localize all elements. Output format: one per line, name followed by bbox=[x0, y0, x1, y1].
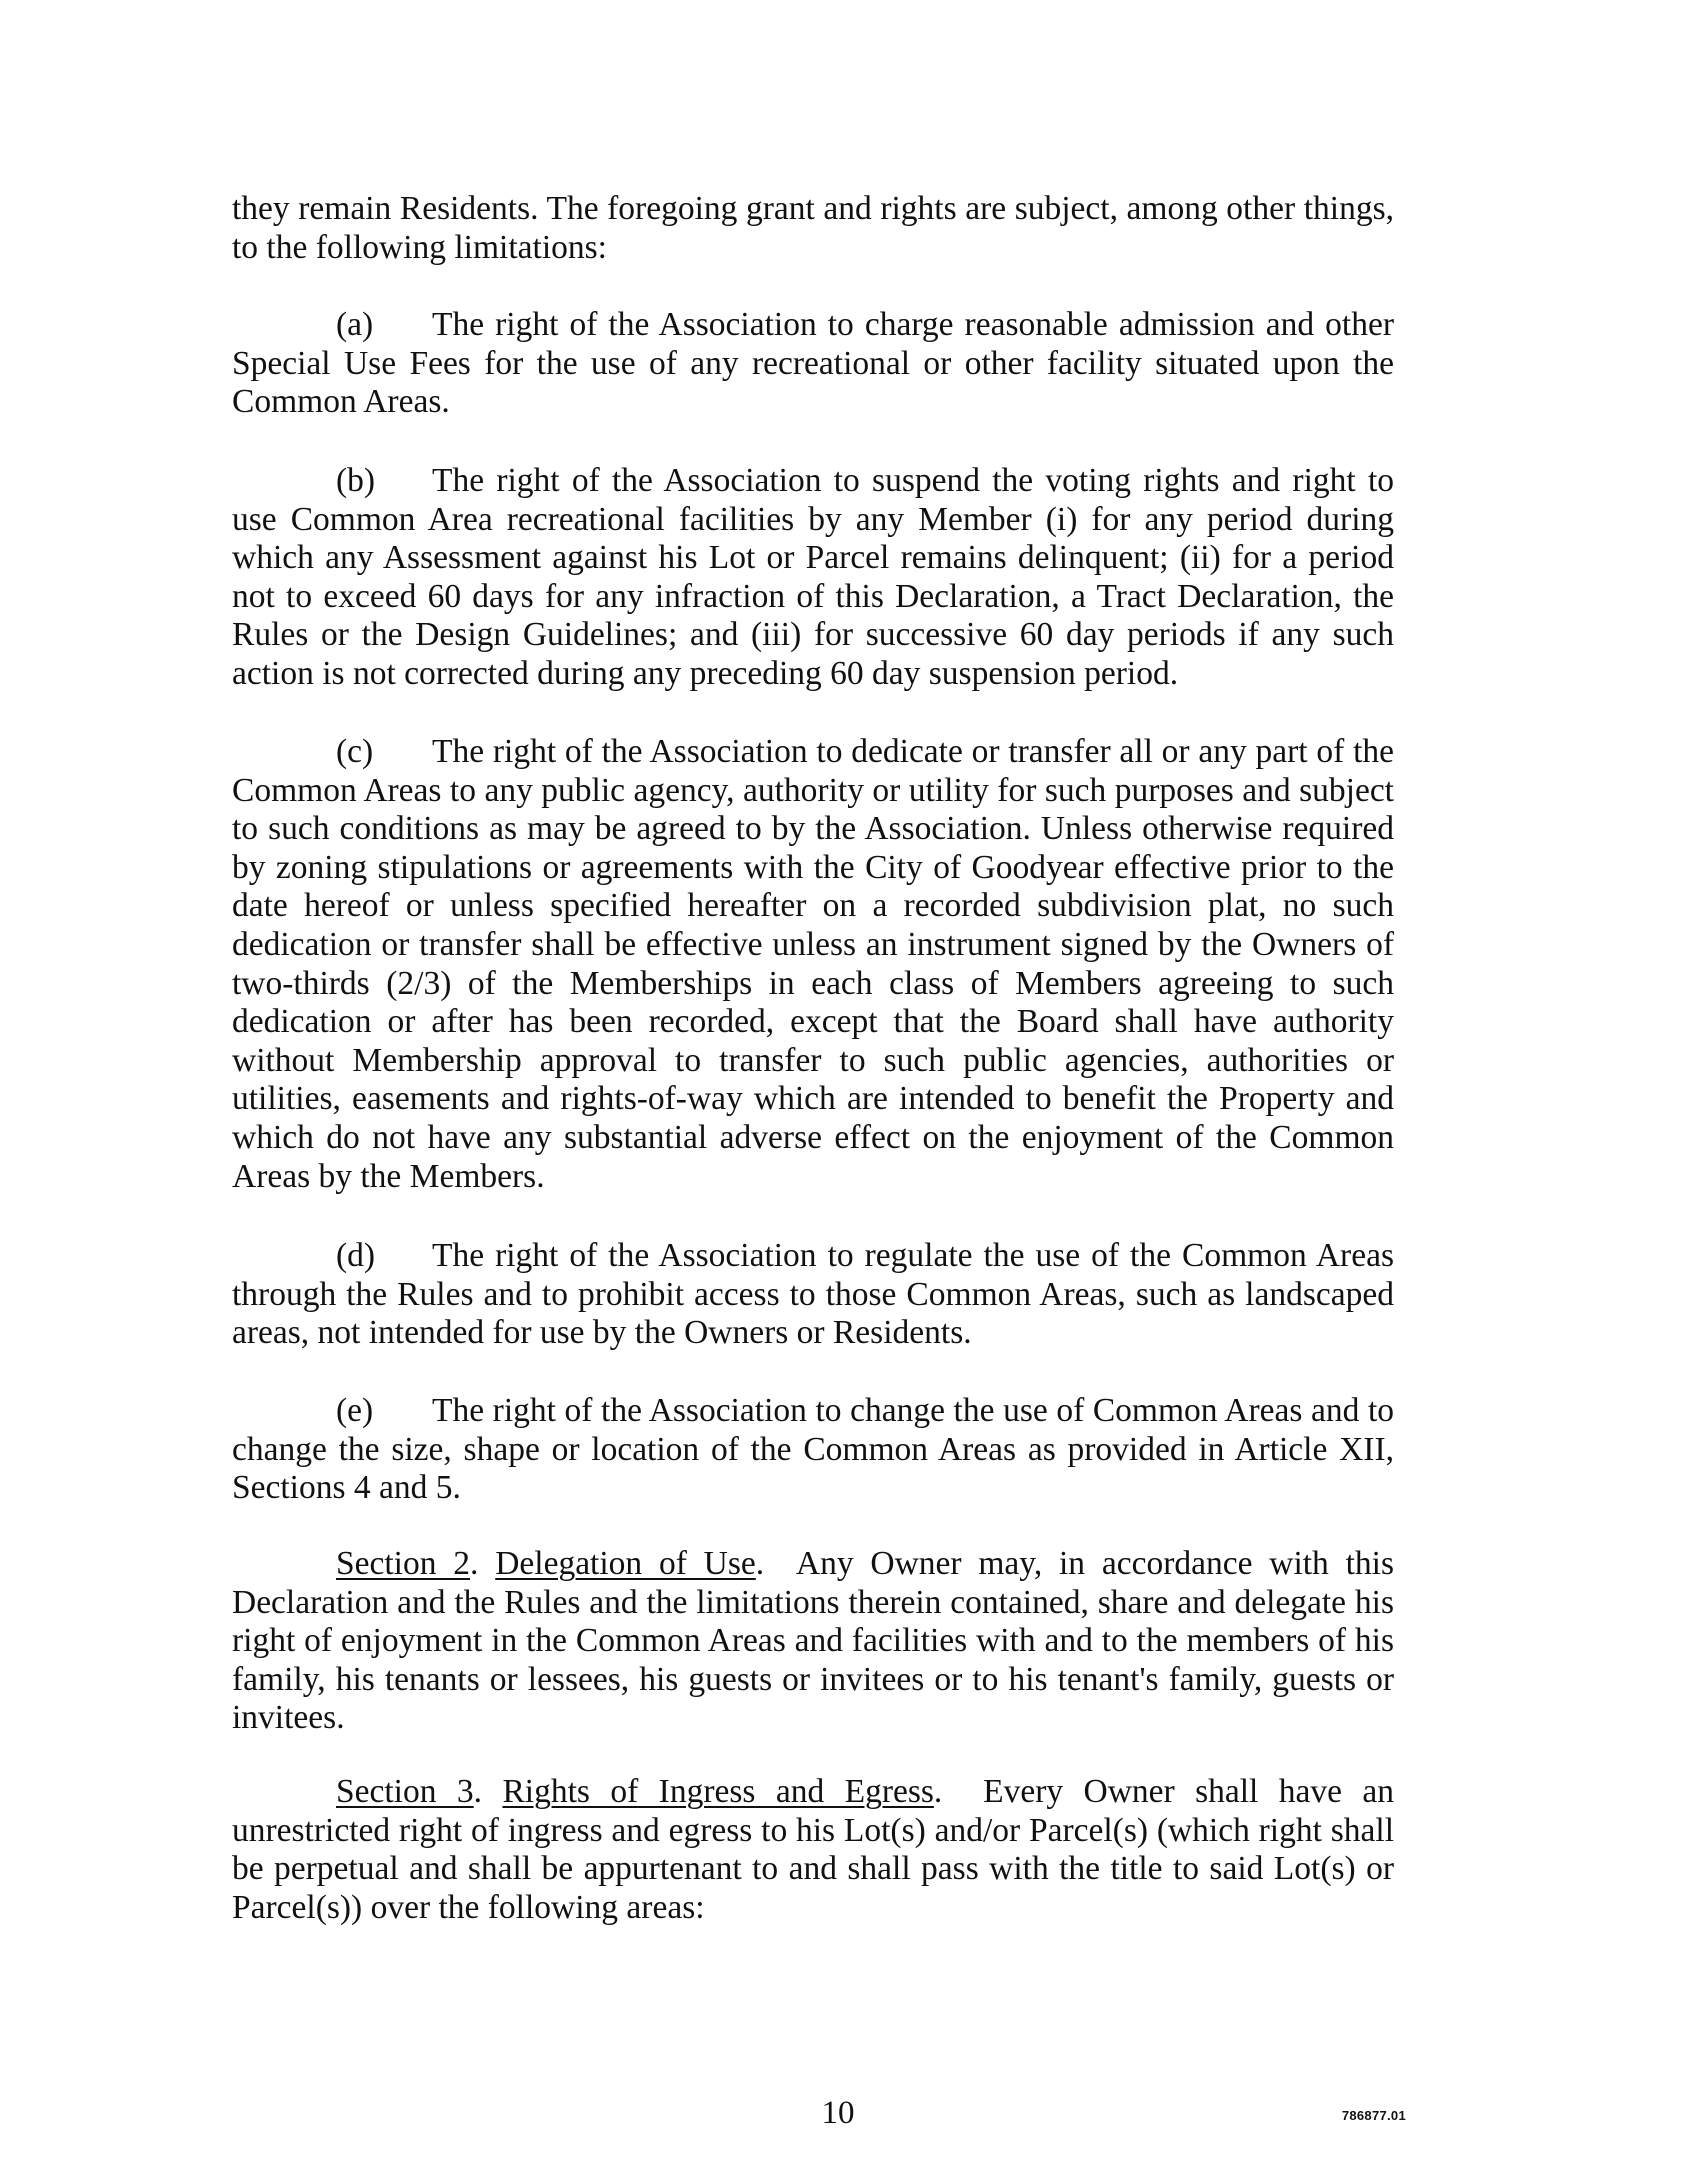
item-e-paragraph bbox=[232, 1392, 1394, 1508]
section-text: Every Owner shall have an unrestricted right of ingress and egress to his Lot(s) and/or Parcel(s) (which right shall be perpetual and shall be appurtenant to and shall pass with the title to said Lot(s) or Parcel(s)) over the following areas: bbox=[232, 1773, 1395, 1926]
opening-paragraph bbox=[232, 190, 1394, 267]
section-text: Any Owner may, in accordance with this Declaration and the Rules and the limitations therein contained, share and delegate his right of enjoyment in the Common Areas and facilities with and to the members of his family, his tenants or lessees, his guests or invitees or to his tenant's family, guests or invitees. bbox=[232, 1545, 1395, 1737]
opening-text: they remain Residents. The foregoing grant and rights are subject, among other things, to the following limitations: bbox=[232, 190, 1394, 266]
item-text: The right of the Association to suspend the voting rights and right to use Common Area recreational facilities by any Member (i) for any period during which any Assessment against his Lot or Parcel remains delinquent; (ii) for a period not to exceed 60 days for any infraction of this Declaration, a Tract Declaration, the Rules or the Design Guidelines; and (iii) for successive 60 day periods if any such action is not corrected during any preceding 60 day suspension period. bbox=[232, 462, 1394, 692]
section-3-paragraph: Section 3. Rights of Ingress and Egress. Every Owner shall have an unrestricted right of ingress and egress to his Lot(s) and/or Parcel(s) (which right shall be perpetual and shall be appurtenant to and shall pass with the title to said Lot(s) or Parcel(s)) over the following areas: bbox=[232, 1773, 1395, 1926]
item-b-paragraph bbox=[232, 462, 1394, 694]
item-label: (a) bbox=[336, 306, 374, 343]
item-label: (c) bbox=[336, 733, 374, 770]
item-label: (b) bbox=[336, 462, 376, 499]
item-label: (e) bbox=[336, 1392, 374, 1429]
section-number: Section 2 bbox=[336, 1545, 471, 1582]
item-label: (d) bbox=[336, 1237, 376, 1274]
item-c-paragraph bbox=[232, 733, 1394, 1196]
document-code: 786877.01 bbox=[1341, 2108, 1406, 2123]
page-number: 10 bbox=[821, 2095, 855, 2131]
section-number: Section 3 bbox=[336, 1773, 474, 1810]
item-text: The right of the Association to charge reasonable admission and other Special Use Fees for the use of any recreational or other facility situated upon the Common Areas. bbox=[232, 306, 1394, 421]
item-a-paragraph bbox=[232, 306, 1394, 422]
item-text: The right of the Association to change the use of Common Areas and to change the size, shape or location of the Common Areas as provided in Article XII, Sections 4 and 5. bbox=[232, 1392, 1394, 1507]
section-title: Delegation of Use bbox=[495, 1545, 756, 1582]
section-2-paragraph: Section 2. Delegation of Use. Any Owner may, in accordance with this Declaration and the Rules and the limitations therein contained, share and delegate his right of enjoyment in the Common Areas and facilities with and to the members of his family, his tenants or lessees, his guests or invitees or to his tenant's family, guests or invitees. bbox=[232, 1545, 1395, 1737]
item-text: The right of the Association to regulate the use of the Common Areas through the Rules and to prohibit access to those Common Areas, such as landscaped areas, not intended for use by the Owners or Residents. bbox=[232, 1237, 1394, 1352]
section-title: Rights of Ingress and Egress bbox=[502, 1773, 934, 1810]
item-text: The right of the Association to dedicate or transfer all or any part of the Common Areas to any public agency, authority or utility for such purposes and subject to such conditions as may be agreed to by the Association. Unless otherwise required by zoning stipulations or agreements with the City of Goodyear effective prior to the date hereof or unless specified hereafter on a recorded subdivision plat, no such dedication or transfer shall be effective unless an instrument signed by the Owners of two-thirds (2/3) of the Memberships in each class of Members agreeing to such dedication or after has been recorded, except that the Board shall have authority without Membership approval to transfer to such public agencies, authorities or utilities, easements and rights-of-way which are intended to benefit the Property and which do not have any substantial adverse effect on the enjoyment of the Common Areas by the Members. bbox=[232, 733, 1394, 1195]
item-d-paragraph bbox=[232, 1237, 1394, 1353]
